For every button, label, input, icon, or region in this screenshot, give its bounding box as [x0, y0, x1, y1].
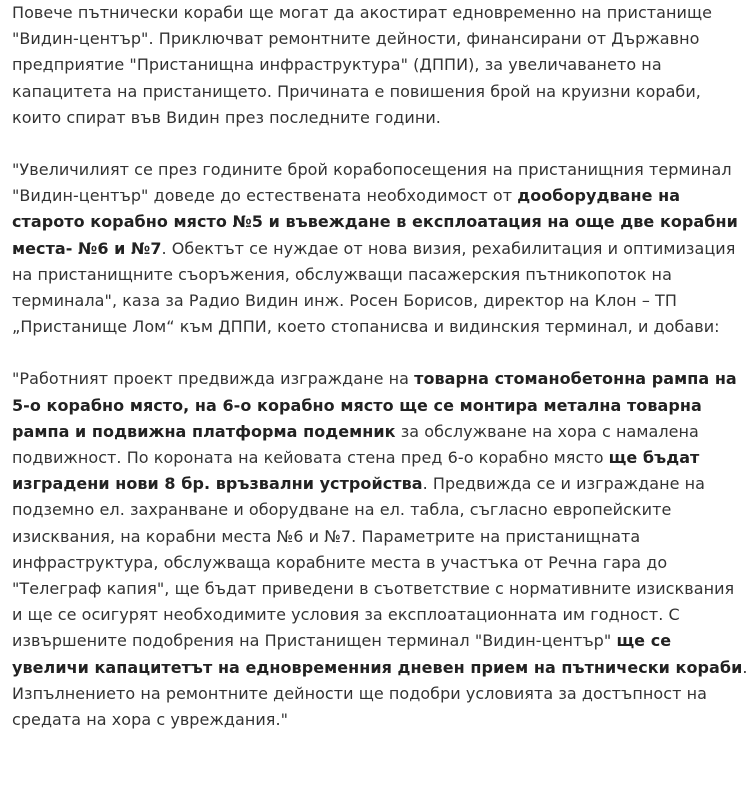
- article-paragraph-quote-2: [12, 366, 748, 733]
- article-body: [12, 0, 748, 759]
- paragraph-bold-text: ще се увеличи капацитетът на едновременния дневен прием на пътнически кораби: [12, 631, 743, 677]
- paragraph-text: . Изпълнението на ремонтните дейности ще подобри условията за достъпност на средата на хора с увреждания.": [12, 657, 748, 730]
- paragraph-bold-text: дооборудване на старото корабно място №5 и въвеждане в експлоатация на още две корабни места- №6 и №7: [12, 186, 738, 258]
- paragraph-text: . Предвижда се и изграждане на подземно ел. захранване и оборудване на ел. табла, съгласно европейските изисквания, на корабни места №6 и №7. Параметрите на пристанищната инфраструктура, обслужваща корабните места в участъка от Речна гара до "Телеграф капия", ще бъдат приведени в съответствие с нормативните изисквания и ще се осигурят необходимите условия за експлоатационната им годност. С извършените подобрения на Пристанищен терминал "Видин-център": [12, 474, 735, 651]
- paragraph-text: "Увеличилият се през годините брой корабопосещения на пристанищния терминал "Видин-център" доведе до естествената необходимост от: [12, 160, 732, 206]
- paragraph-text: за обслужване на хора с намалена подвижност. По короната на кейовата стена пред 6-о корабно място: [12, 421, 699, 468]
- paragraph-bold-text: ще бъдат изградени нови 8 бр. връзвални устройства: [12, 448, 700, 494]
- paragraph-bold-text: товарна стоманобетонна рампа на 5-о корабно място, на 6-о корабно място ще се монтира метална товарна рампа и подвижна платформа подемник: [12, 369, 737, 441]
- article-paragraph-intro: [12, 0, 748, 131]
- paragraph-text: Повече пътнически кораби ще могат да акостират едновременно на пристанище "Видин-център". Приключват ремонтните дейности, финансирани от Държавно предприятие "Пристанищна инфраструктура" (ДППИ), за увеличаването на капацитета на пристанището. Причината е повишения брой на круизни кораби, които спират във Видин през последните години.: [12, 3, 713, 127]
- paragraph-text: "Работният проект предвижда изграждане на: [12, 369, 415, 389]
- paragraph-text: . Обектът се нуждае от нова визия, рехабилитация и оптимизация на пристанищните съоръжения, обслужващи пасажерския пътникопоток на терминала", каза за Радио Видин инж. Росен Борисов, директор на Клон – ТП „Пристанище Лом“ към ДППИ, което стопанисва и видинския терминал, и добави:: [12, 238, 736, 337]
- article-paragraph-quote-1: [12, 157, 748, 340]
